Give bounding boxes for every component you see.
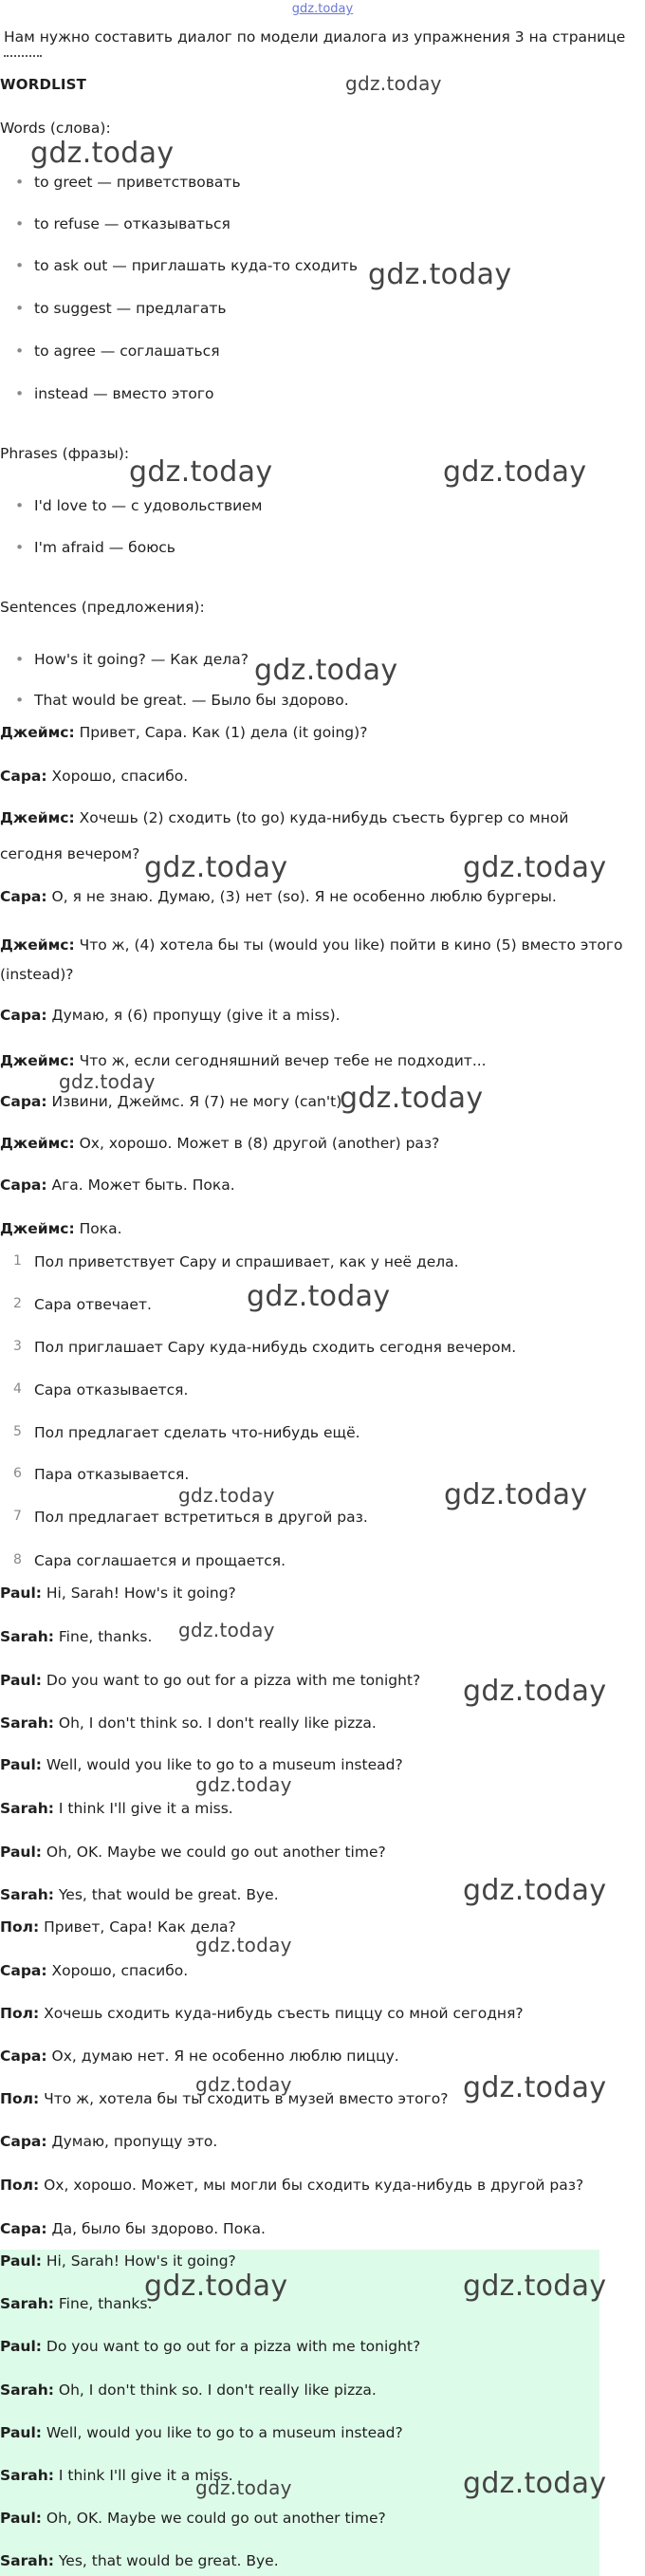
watermark: gdz.today xyxy=(247,1280,391,1313)
dialogue-ru-line: Пол: Хочешь сходить куда-нибудь съесть пиццу со мной сегодня? xyxy=(0,2005,524,2022)
model-line: Сара: Ага. Может быть. Пока. xyxy=(0,1177,235,1194)
sentences-heading: Sentences (предложения): xyxy=(0,599,205,616)
dialogue-en-line: Paul: Oh, OK. Maybe we could go out another time? xyxy=(0,1844,386,1861)
watermark: gdz.today xyxy=(195,2073,292,2096)
word-item: • to suggest — предлагать xyxy=(34,300,227,317)
dialogue-ru-line: Пол: Ох, хорошо. Может, мы могли бы сходить куда-нибудь в другой раз? xyxy=(0,2177,584,2194)
cut-divider xyxy=(4,55,42,61)
model-line: (instead)? xyxy=(0,966,74,983)
phrases-heading: Phrases (фразы): xyxy=(0,445,130,462)
plan-item: 3 Пол приглашает Сару куда-нибудь сходить сегодня вечером. xyxy=(13,1339,517,1356)
plan-item: 4 Сара отказывается. xyxy=(13,1381,189,1399)
sentence-item: • How's it going? — Как дела? xyxy=(34,651,249,668)
watermark: gdz.today xyxy=(463,2071,607,2104)
watermark: gdz.today xyxy=(443,455,587,489)
watermark: gdz.today xyxy=(463,2467,607,2500)
plan-item: 7 Пол предлагает встретиться в другой раз. xyxy=(13,1509,368,1526)
word-item: • instead — вместо этого xyxy=(34,385,213,402)
site-watermark-link[interactable]: gdz.today xyxy=(291,2,354,16)
answer-line: Sarah: Fine, thanks. xyxy=(0,2295,153,2312)
watermark: gdz.today xyxy=(59,1070,156,1093)
dialogue-ru-line: Пол: Что ж, хотела бы ты сходить в музей вместо этого? xyxy=(0,2090,449,2107)
dialogue-en-line: Sarah: Yes, that would be great. Bye. xyxy=(0,1886,279,1903)
watermark: gdz.today xyxy=(368,258,512,291)
phrase-item: • I'm afraid — боюсь xyxy=(34,539,175,556)
watermark: gdz.today xyxy=(195,2476,292,2499)
watermark: gdz.today xyxy=(254,654,398,687)
sentence-item: • That would be great. — Было бы здорово. xyxy=(34,692,349,709)
model-line: Сара: Думаю, я (6) пропущу (give it a miss). xyxy=(0,1007,341,1024)
dialogue-ru-line: Сара: Ох, думаю нет. Я не особенно люблю пиццу. xyxy=(0,2048,399,2065)
answer-line: Sarah: Oh, I don't think so. I don't really like pizza. xyxy=(0,2381,377,2399)
dialogue-en-line: Sarah: Fine, thanks. xyxy=(0,1628,153,1645)
watermark: gdz.today xyxy=(195,1773,292,1796)
dialogue-en-line: Sarah: I think I'll give it a miss. xyxy=(0,1800,233,1817)
answer-line: Paul: Do you want to go out for a pizza with me tonight? xyxy=(0,2338,421,2355)
dialogue-en-line: Paul: Do you want to go out for a pizza with me tonight? xyxy=(0,1672,421,1689)
model-line: сегодня вечером? xyxy=(0,845,140,862)
watermark: gdz.today xyxy=(444,1478,588,1511)
dialogue-en-line: Paul: Well, would you like to go to a museum instead? xyxy=(0,1756,403,1773)
answer-line: Sarah: I think I'll give it a miss. xyxy=(0,2467,233,2484)
plan-item: 5 Пол предлагает сделать что-нибудь ещё. xyxy=(13,1424,360,1441)
watermark: gdz.today xyxy=(30,137,175,170)
watermark: gdz.today xyxy=(129,455,273,489)
model-line: Джеймс: Пока. xyxy=(0,1220,122,1237)
watermark: gdz.today xyxy=(144,851,288,884)
word-item: • to ask out — приглашать куда-то сходить xyxy=(34,257,358,274)
watermark: gdz.today xyxy=(195,1934,292,1956)
plan-item: 1 Пол приветствует Сару и спрашивает, как у неё дела. xyxy=(13,1253,459,1270)
watermark: gdz.today xyxy=(345,72,442,95)
dialogue-ru-line: Пол: Привет, Сара! Как дела? xyxy=(0,1918,236,1936)
word-item: • to refuse — отказываться xyxy=(34,215,230,232)
plan-item: 8 Сара соглашается и прощается. xyxy=(13,1552,286,1569)
answer-line: Paul: Oh, OK. Maybe we could go out another time? xyxy=(0,2510,386,2527)
plan-item: 6 Пара отказывается. xyxy=(13,1466,190,1483)
watermark: gdz.today xyxy=(463,1675,607,1708)
answer-line: Sarah: Yes, that would be great. Bye. xyxy=(0,2552,279,2569)
words-heading: Words (слова): xyxy=(0,120,111,137)
dialogue-ru-line: Сара: Хорошо, спасибо. xyxy=(0,1962,189,1979)
watermark: gdz.today xyxy=(463,1874,607,1907)
watermark: gdz.today xyxy=(178,1619,275,1641)
phrase-item: • I'd love to — с удовольствием xyxy=(34,497,262,514)
dialogue-ru-line: Сара: Думаю, пропущу это. xyxy=(0,2133,218,2150)
word-item: • to greet — приветствовать xyxy=(34,174,241,191)
dialogue-en-line: Sarah: Oh, I don't think so. I don't really like pizza. xyxy=(0,1714,377,1732)
plan-item: 2 Сара отвечает. xyxy=(13,1296,152,1313)
watermark: gdz.today xyxy=(144,2270,288,2303)
watermark: gdz.today xyxy=(463,851,607,884)
wordlist-title: WORDLIST xyxy=(0,76,87,93)
watermark: gdz.today xyxy=(463,2270,607,2303)
model-line: Сара: Извини, Джеймс. Я (7) не могу (can't). xyxy=(0,1093,347,1110)
model-line: Джеймс: Ох, хорошо. Может в (8) другой (another) раз? xyxy=(0,1135,440,1152)
model-line: Джеймс: Хочешь (2) сходить (to go) куда-нибудь съесть бургер со мной xyxy=(0,809,569,826)
model-line: Джеймс: Привет, Сара. Как (1) дела (it going)? xyxy=(0,724,368,741)
model-line: Джеймс: Что ж, (4) хотела бы ты (would you like) пойти в кино (5) вместо этого xyxy=(0,936,623,954)
word-item: • to agree — соглашаться xyxy=(34,343,220,360)
model-line: Сара: Хорошо, спасибо. xyxy=(0,768,189,785)
watermark: gdz.today xyxy=(178,1484,275,1507)
model-line: Сара: О, я не знаю. Думаю, (3) нет (so). Я не особенно люблю бургеры. xyxy=(0,888,557,905)
task-text: Нам нужно составить диалог по модели диалога из упражнения 3 на странице xyxy=(4,28,626,46)
answer-line: Paul: Hi, Sarah! How's it going? xyxy=(0,2252,236,2270)
watermark: gdz.today xyxy=(340,1082,484,1115)
dialogue-en-line: Paul: Hi, Sarah! How's it going? xyxy=(0,1585,236,1602)
dialogue-ru-line: Сара: Да, было бы здорово. Пока. xyxy=(0,2220,266,2237)
answer-line: Paul: Well, would you like to go to a museum instead? xyxy=(0,2424,403,2441)
model-line: Джеймс: Что ж, если сегодняшний вечер тебе не подходит... xyxy=(0,1052,487,1069)
